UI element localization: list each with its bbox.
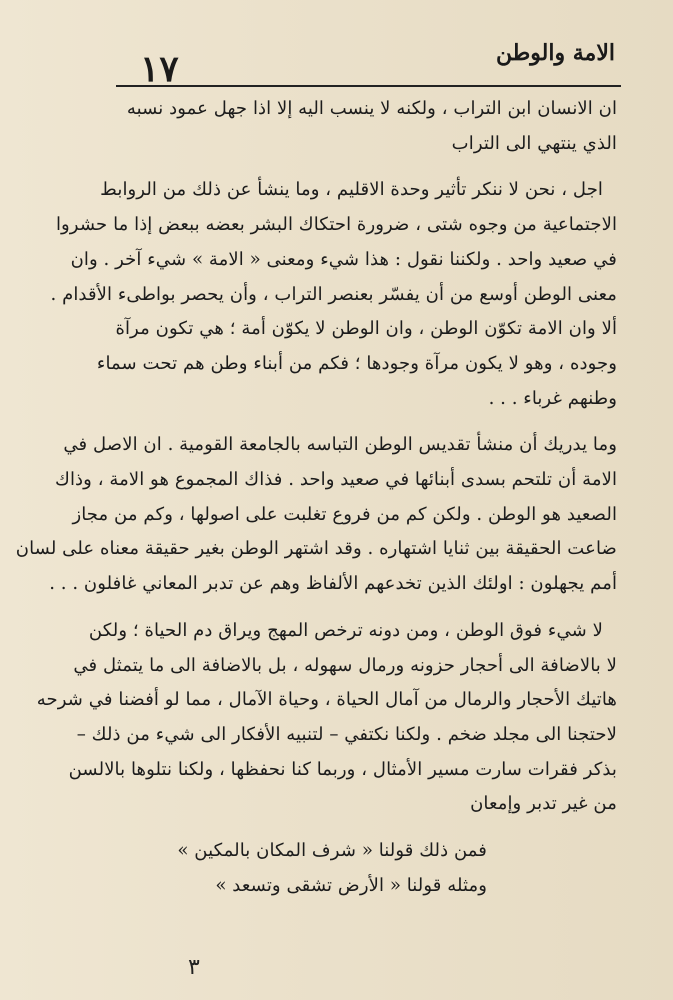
- text-line: لا شيء فوق الوطن ، ومن دونه ترخص المهج ويراق دم الحياة ؛ ولكن: [88, 619, 603, 641]
- running-title: الامة والوطن: [496, 40, 615, 66]
- text-line: لاحتجنا الى مجلد ضخم . ولكنا نكتفي – لتنبيه الأفكار الى شيء من ذلك –: [76, 723, 617, 745]
- paragraph-1: [116, 92, 617, 161]
- text-line: ألا وان الامة تكوّن الوطن ، وان الوطن لا يكوّن أمة ؛ هي تكون مرآة: [115, 318, 617, 340]
- paragraph-4: [36, 614, 617, 822]
- text-line: ان الانسان ابن التراب ، ولكنه لا ينسب اليه إلا اذا جهل عمود نسبه: [126, 98, 617, 119]
- text-line: بذكر فقرات سارت مسير الأمثال ، وربما كنا نحفظها ، ولكنا نتلوها بالالسن: [68, 758, 617, 780]
- text-line: لا بالاضافة الى أحجار حزونه ورمال سهوله ، بل بالاضافة الى ما يتمثل في: [73, 654, 617, 676]
- page-header: [0, 0, 673, 100]
- text-line: ضاعت الحقيقة بين ثنايا اشتهاره . وقد اشتهر الوطن بغير حقيقة معناه على لسان: [15, 538, 617, 560]
- text-line: هاتيك الأحجار والرمال من آمال الحياة ، وحياة الآمال ، مما لو أفضنا في شرحه: [36, 689, 617, 711]
- text-line: أمم يجهلون : اولئك الذين تخدعهم الألفاظ وهم عن تدبر المعاني غافلون . . .: [49, 573, 617, 595]
- text-line: الصعيد هو الوطن . ولكن كم من فروع تغلبت على اصولها ، وكم من مجاز: [72, 503, 617, 525]
- signature-mark: ٣: [188, 955, 200, 980]
- text-line: وما يدريك أن منشأ تقديس الوطن التباسه بالجامعة القومية . ان الاصل في: [63, 434, 617, 456]
- text-line: الاجتماعية من وجوه شتى ، ضرورة احتكاك البشر بعضه ببعض إذا ما حشروا: [55, 214, 617, 236]
- text-line: وطنهم غرباء . . .: [488, 387, 617, 409]
- text-line: معنى الوطن أوسع من أن يفسّر بعنصر التراب ، وأن يحصر بواطىء الأقدام .: [50, 283, 617, 305]
- text-line: اجل ، نحن لا ننكر تأثير وحدة الاقليم ، وما ينشأ عن ذلك من الروابط: [100, 179, 603, 201]
- quote-line: ومثله قولنا « الأرض تشقى وتسعد »: [215, 874, 487, 896]
- text-line: الامة أن تلتحم بسدى أبنائها في صعيد واحد . فذاك المجموع هو الامة ، وذاك: [55, 469, 617, 491]
- quote-line: فمن ذلك قولنا « شرف المكان بالمكين »: [177, 840, 487, 862]
- text-line: في صعيد واحد . ولكننا نقول : هذا شيء ومعنى « الامة » شيء آخر . وان: [70, 248, 617, 270]
- quotes-block: [116, 834, 617, 903]
- paragraph-3: [15, 428, 617, 602]
- paragraph-2: [50, 173, 617, 416]
- text-line: من غير تدبر وإمعان: [470, 793, 617, 815]
- text-line: الذي ينتهي الى التراب: [451, 132, 617, 154]
- header-rule: [116, 85, 621, 87]
- page-number: ١٧: [140, 48, 179, 90]
- text-line: وجوده ، وهو لا يكون مرآة وجودها ؛ فكم من أبناء وطن هم تحت سماء: [96, 352, 617, 374]
- body-text: [15, 92, 617, 903]
